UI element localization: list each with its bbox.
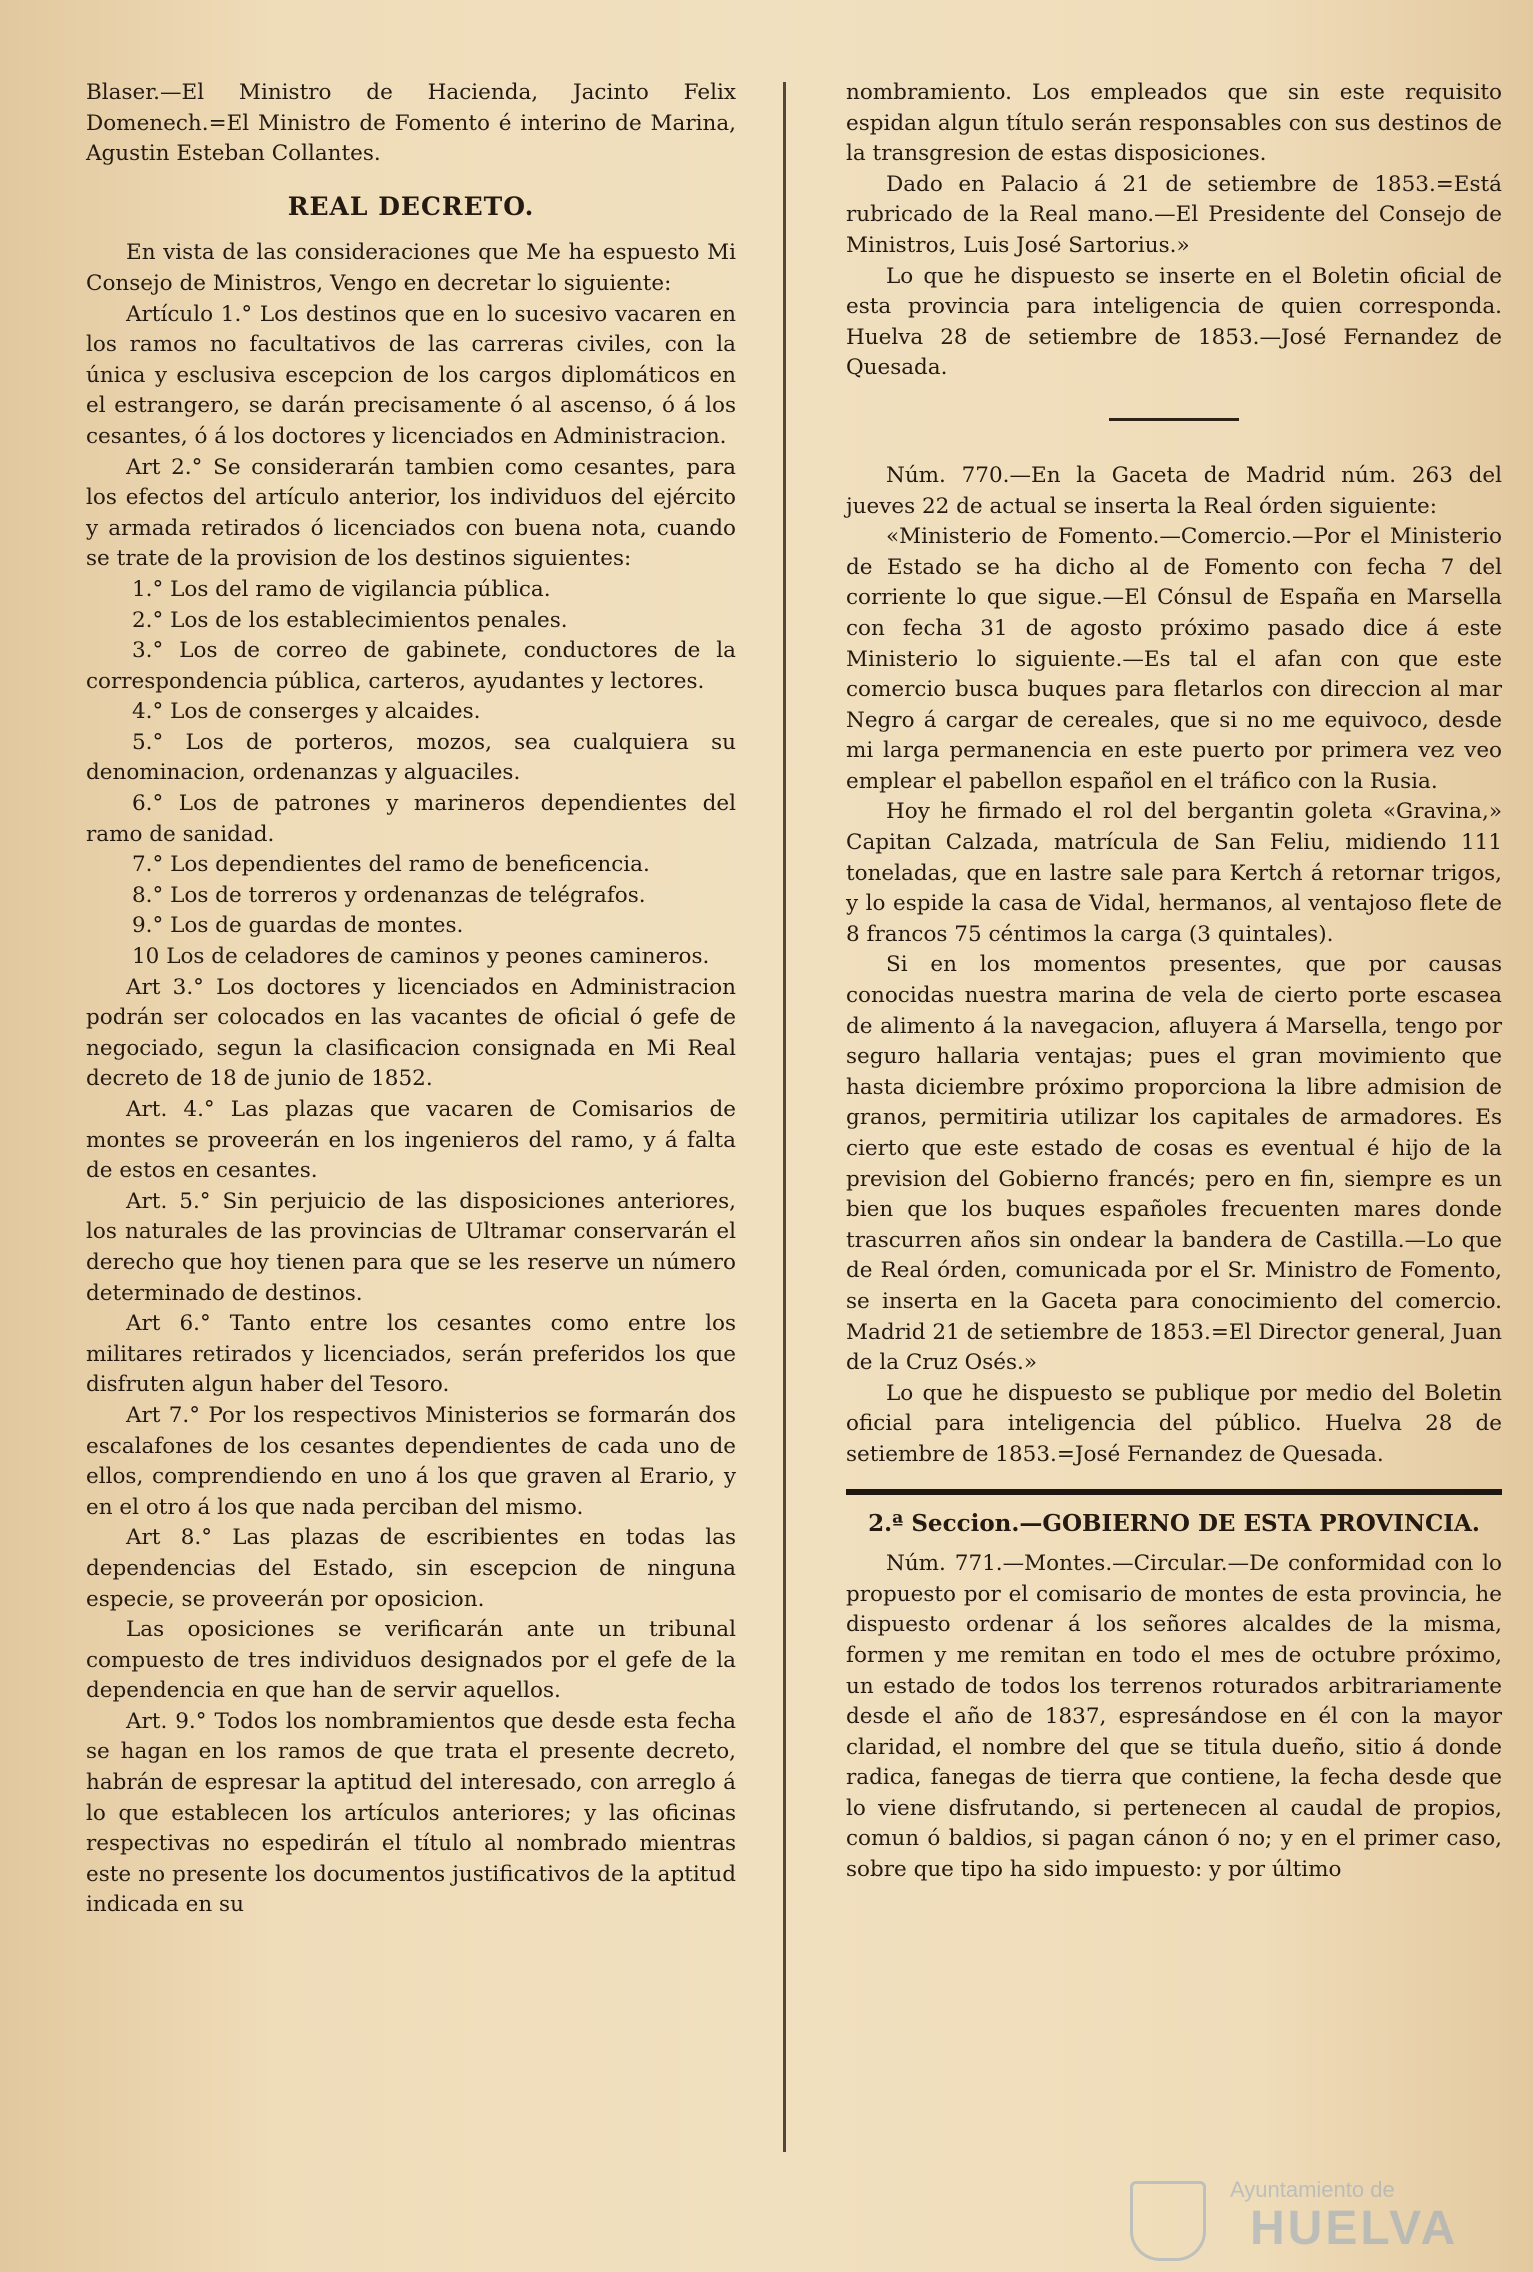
article-6: Art 6.° Tanto entre los cesantes como entre los militares retirados y licenciados, serán preferidos los que disfruten algun haber del Tesoro. <box>86 1311 736 1398</box>
watermark-small-text: Ayuntamiento de <box>1230 2177 1395 2202</box>
si-paragraph: Si en los momentos presentes, que por causas conocidas nuestra marina de vela de cierto porte escasea de alimento á la navegacion, afluyera á Marsella, tengo por seguro hallaria ventajas; pues el gran movimiento que hasta diciembre próximo proporciona la libre admision de granos, permitiria utilizar los capitales de armadores. Es cierto que este estado de cosas es eventual é hijo de la prevision del Gobierno francés; pero en fin, siempre es un bien que los buques españoles frecuenten mares donde trascurren años sin ondear la bandera de Castilla.—Lo que de Real órden, comunicada por el Sr. Ministro de Fomento, se inserta en la Gaceta para conocimiento del comercio. Madrid 21 de setiembre de 1853.=El Director general, Juan de la Cruz Osés.» <box>846 952 1502 1376</box>
archive-watermark <box>1130 2175 1500 2260</box>
lo-que-paragraph: Lo que he dispuesto se inserte en el Boletin oficial de esta provincia para inteligencia de quien corresponda. Huelva 28 de setiembre de 1853.—José Fernandez de Quesada. <box>846 263 1502 381</box>
short-separator <box>1109 418 1239 421</box>
left-column <box>86 78 736 1921</box>
list-item: 6.° Los de patrones y marineros dependientes del ramo de sanidad. <box>86 791 736 847</box>
shield-icon <box>1130 2181 1206 2261</box>
list-item: 1.° Los del ramo de vigilancia pública. <box>132 576 551 602</box>
dado-paragraph: Dado en Palacio á 21 de setiembre de 1853.=Está rubricado de la Real mano.—El Presidente del Consejo de Ministros, Luis José Sartorius.» <box>846 171 1502 258</box>
num-770-paragraph: Núm. 770.—En la Gaceta de Madrid núm. 263 del jueves 22 de actual se inserta la Real órden siguiente: <box>846 462 1502 519</box>
decree-intro: En vista de las consideraciones que Me ha espuesto Mi Consejo de Ministros, Vengo en decretar lo siguiente: <box>86 240 736 296</box>
lo-que-2-paragraph: Lo que he dispuesto se publique por medio del Boletin oficial para inteligencia del público. Huelva 28 de setiembre de 1853.=José Fernandez de Quesada. <box>846 1380 1502 1467</box>
list-item: 10 Los de celadores de caminos y peones camineros. <box>132 944 710 970</box>
article-4: Art. 4.° Las plazas que vacaren de Comisarios de montes se proveerán en los ingenieros del ramo, y á falta de estos en cesantes. <box>86 1097 736 1184</box>
top-text: Blaser.—El Ministro de Hacienda, Jacinto Felix Domenech.=El Ministro de Fomento é interino de Marina, Agustin Esteban Collantes. <box>86 80 736 167</box>
article-8: Art 8.° Las plazas de escribientes en todas las dependencias del Estado, sin escepcion de ninguna especie, se proveerán por oposicion. <box>86 1525 736 1612</box>
article-2: Art 2.° Se considerarán tambien como cesantes, para los efectos del artículo anterior, los individuos del ejército y armada retirados ó licenciados con buena nota, cuando se trate de la provision de los destinos siguientes: <box>86 454 736 572</box>
num-771-paragraph: Núm. 771.—Montes.—Circular.—De conformidad con lo propuesto por el comisario de montes de esta provincia, he dispuesto ordenar á los señores alcaldes de la misma, formen y me remitan en todo el mes de octubre próximo, un estado de todos los terrenos roturados arbitrariamente desde el año de 1837, espresándose en él con la mayor claridad, el nombre del que se titula dueño, sitio á donde radica, fanegas de tierra que contiene, la fecha desde que lo viene disfrutando, si pertenecen al caudal de propios, comun ó baldios, si pagan cánon ó no; y en el primer caso, sobre que tipo ha sido impuesto: y por último <box>846 1551 1502 1883</box>
column-divider <box>783 82 786 2152</box>
list-item: 9.° Los de guardas de montes. <box>132 913 464 939</box>
right-column <box>846 78 1502 1886</box>
ministerio-paragraph: «Ministerio de Fomento.—Comercio.—Por el Ministerio de Estado se ha dicho al de Fomento con fecha 7 del corriente lo que sigue.—El Cónsul de España en Marsella con fecha 31 de agosto próximo pasado dice á este Ministerio lo siguiente.—Es tal el afan con que este comercio busca buques para fletarlos con direccion al mar Negro á cargar de cereales, que si no me equivoco, desde mi larga permanencia en este puerto por primera vez veo emplear el pabellon español en el tráfico con la Rusia. <box>846 524 1502 794</box>
list-item: 3.° Los de correo de gabinete, conductores de la correspondencia pública, carteros, ayudantes y lectores. <box>86 638 736 694</box>
section-heading: 2.ª Seccion.—GOBIERNO DE ESTA PROVINCIA. <box>868 1509 1480 1537</box>
article-1: Artículo 1.° Los destinos que en lo sucesivo vacaren en los ramos no facultativos de las carreras civiles, con la única y esclusiva escepcion de los cargos diplomáticos en el estrangero, se darán precisamente ó al ascenso, ó á los cesantes, ó á los doctores y licenciados en Administracion. <box>86 301 736 449</box>
article-7: Art 7.° Por los respectivos Ministerios se formarán dos escalafones de los cesantes dependientes de cada uno de ellos, comprendiendo en uno á los que graven al Erario, y en el otro á los que nada perciban del mismo. <box>86 1402 736 1520</box>
article-3: Art 3.° Los doctores y licenciados en Administracion podrán ser colocados en las vacantes de oficial ó gefe de negociado, segun la clasificacion consignada en Mi Real decreto de 18 de junio de 1852. <box>86 974 736 1092</box>
hoy-paragraph: Hoy he firmado el rol del bergantin goleta «Gravina,» Capitan Calzada, matrícula de San Feliu, midiendo 111 toneladas, que en lastre sale para Kertch á retornar trigos, y lo espide la casa de Vidal, hermanos, al ventajoso flete de 8 francos 75 céntimos la carga (3 quintales). <box>846 799 1502 947</box>
list-item: 7.° Los dependientes del ramo de beneficencia. <box>132 852 650 878</box>
list-item: 4.° Los de conserges y alcaides. <box>132 699 481 725</box>
list-item: 8.° Los de torreros y ordenanzas de telégrafos. <box>132 882 646 908</box>
watermark-big-text: HUELVA <box>1250 2202 1459 2255</box>
list-item: 5.° Los de porteros, mozos, sea cualquiera su denominacion, ordenanzas y alguaciles. <box>86 729 736 786</box>
continuation-paragraph: nombramiento. Los empleados que sin este requisito espidan algun título serán responsables con sus destinos de la transgresion de estas disposiciones. <box>846 80 1502 167</box>
article-9: Art. 9.° Todos los nombramientos que desde esta fecha se hagan en los ramos de que trata el presente decreto, habrán de espresar la aptitud del interesado, con arreglo á lo que establecen los artículos anteriores; y las oficinas respectivas no espedirán el título al nombrado mientras este no presente los documentos justificativos de la aptitud indicada en su <box>86 1708 736 1918</box>
article-5: Art. 5.° Sin perjuicio de las disposiciones anteriores, los naturales de las provincias de Ultramar conservarán el derecho que hoy tienen para que se les reserve un número determinado de destinos. <box>86 1188 736 1306</box>
list-item: 2.° Los de los establecimientos penales. <box>132 607 568 633</box>
oposiciones-paragraph: Las oposiciones se verificarán ante un tribunal compuesto de tres individuos designados por el gefe de la dependencia en que han de servir aquellos. <box>86 1617 736 1704</box>
section-rule <box>846 1489 1502 1495</box>
decree-heading: REAL DECRETO. <box>287 191 535 221</box>
